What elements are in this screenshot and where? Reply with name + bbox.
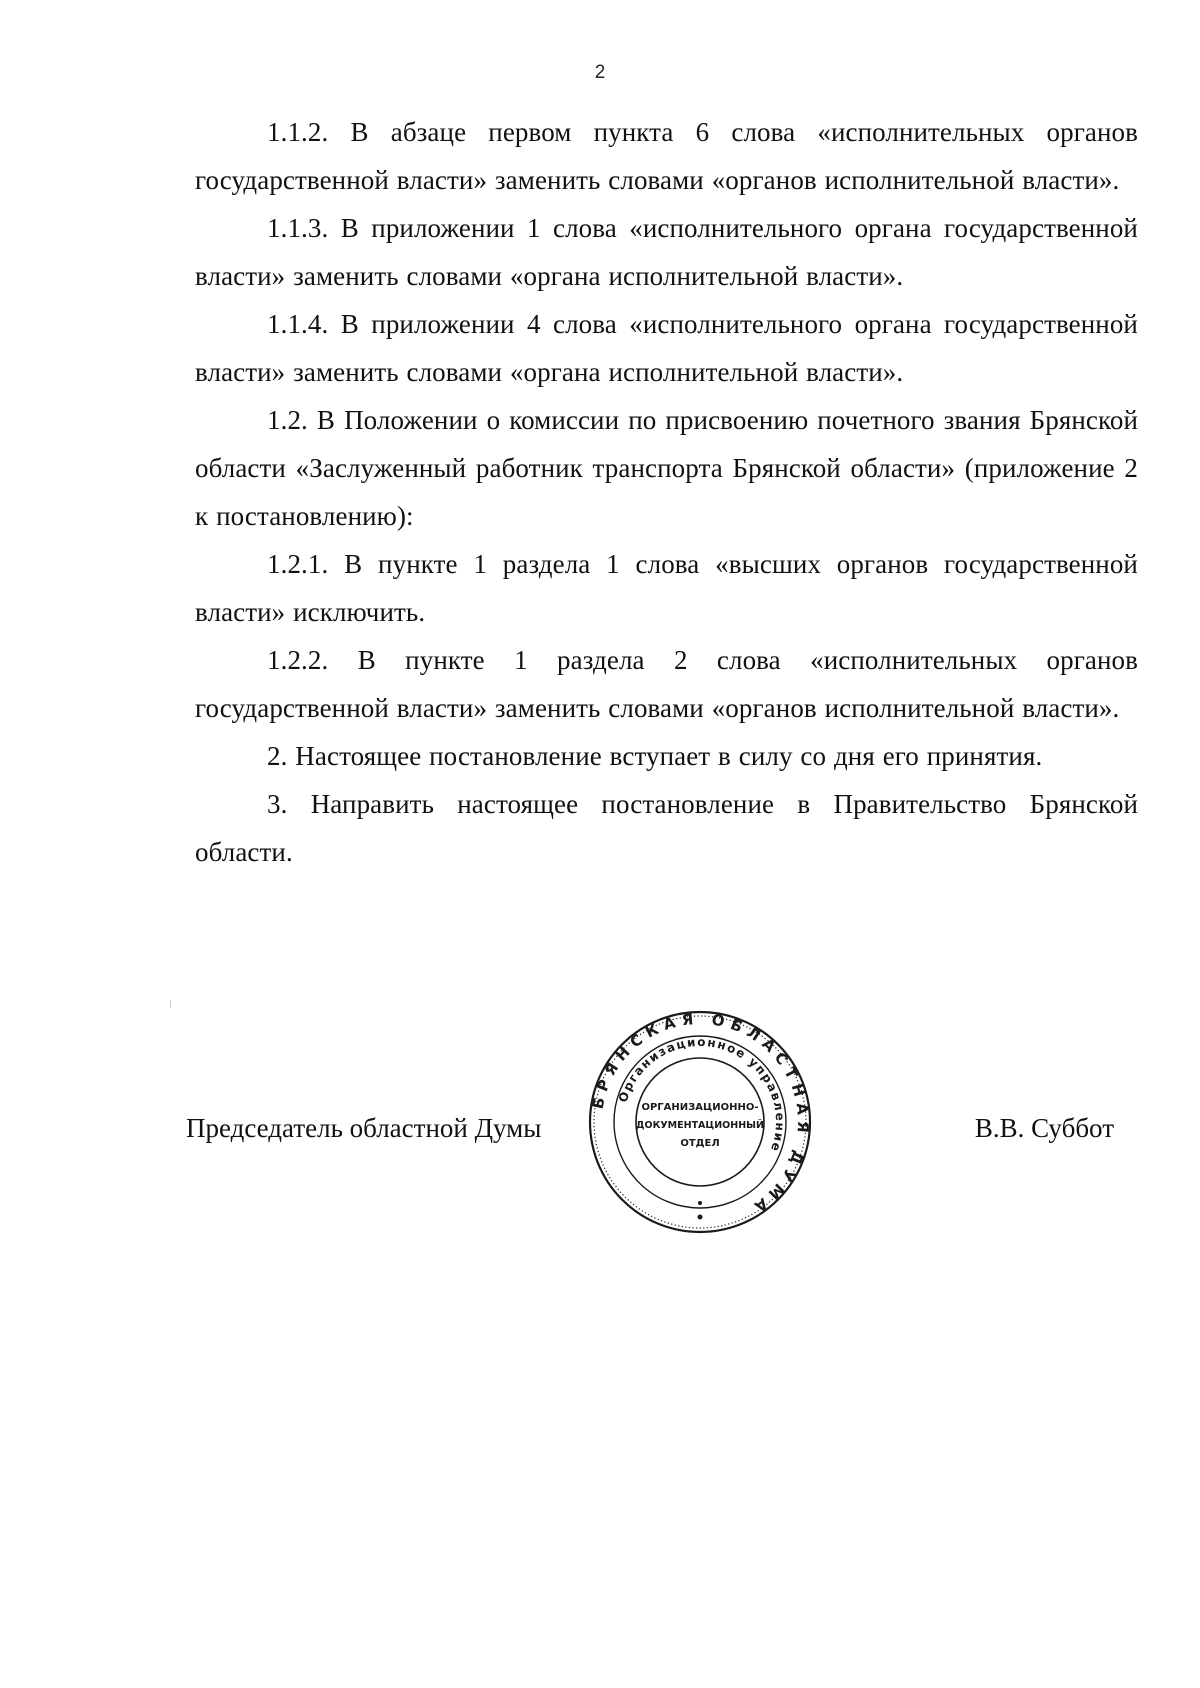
paragraph-1-1-3: 1.1.3. В приложении 1 слова «исполнительного органа государственной власти» заменить словами «органа исполнительной власти». [195,213,1138,291]
official-seal [588,1010,812,1234]
page-number: 2 [594,62,606,83]
seal-center-line-3: ОТДЕЛ [680,1138,720,1149]
seal-inner-dot [698,1201,702,1205]
document-body [195,108,1138,876]
seal-inner-ring-text: Организационное управление [615,1034,788,1155]
signatory-name: В.В. Суббот [974,1113,1114,1143]
paragraph-1-1-2: 1.1.2. В абзаце первом пункта 6 слова «исполнительных органов государственной власти» заменить словами «органов исполнительной власти». [195,117,1138,195]
scan-artifact [170,1000,171,1008]
signature-position: Председатель областной Думы [186,1113,542,1143]
seal-outer-text: БРЯНСКАЯ ОБЛАСТНАЯ ДУМА [588,1010,812,1220]
paragraph-1-2-1: 1.2.1. В пункте 1 раздела 1 слова «высших органов государственной власти» исключить. [195,549,1138,627]
seal-center-line-2: ДОКУМЕНТАЦИОННЫЙ [636,1120,764,1131]
paragraph-1-2: 1.2. В Положении о комиссии по присвоению почетного звания Брянской области «Заслуженный работник транспорта Брянской области» (приложение 2 к постановлению): [195,405,1138,531]
paragraph-2: 2. Настоящее постановление вступает в силу со дня его принятия. [267,741,1043,771]
paragraph-1-2-2: 1.2.2. В пункте 1 раздела 2 слова «исполнительных органов государственной власти» заменить словами «органов исполнительной власти». [195,645,1138,723]
seal-graphic [588,1010,812,1234]
paragraph-1-1-4: 1.1.4. В приложении 4 слова «исполнительного органа государственной власти» заменить словами «органа исполнительной власти». [195,309,1138,387]
paragraph-3: 3. Направить настоящее постановление в Правительство Брянской области. [195,789,1138,867]
seal-bottom-dot [698,1215,703,1220]
seal-center-line-1: ОРГАНИЗАЦИОННО- [641,1102,759,1113]
